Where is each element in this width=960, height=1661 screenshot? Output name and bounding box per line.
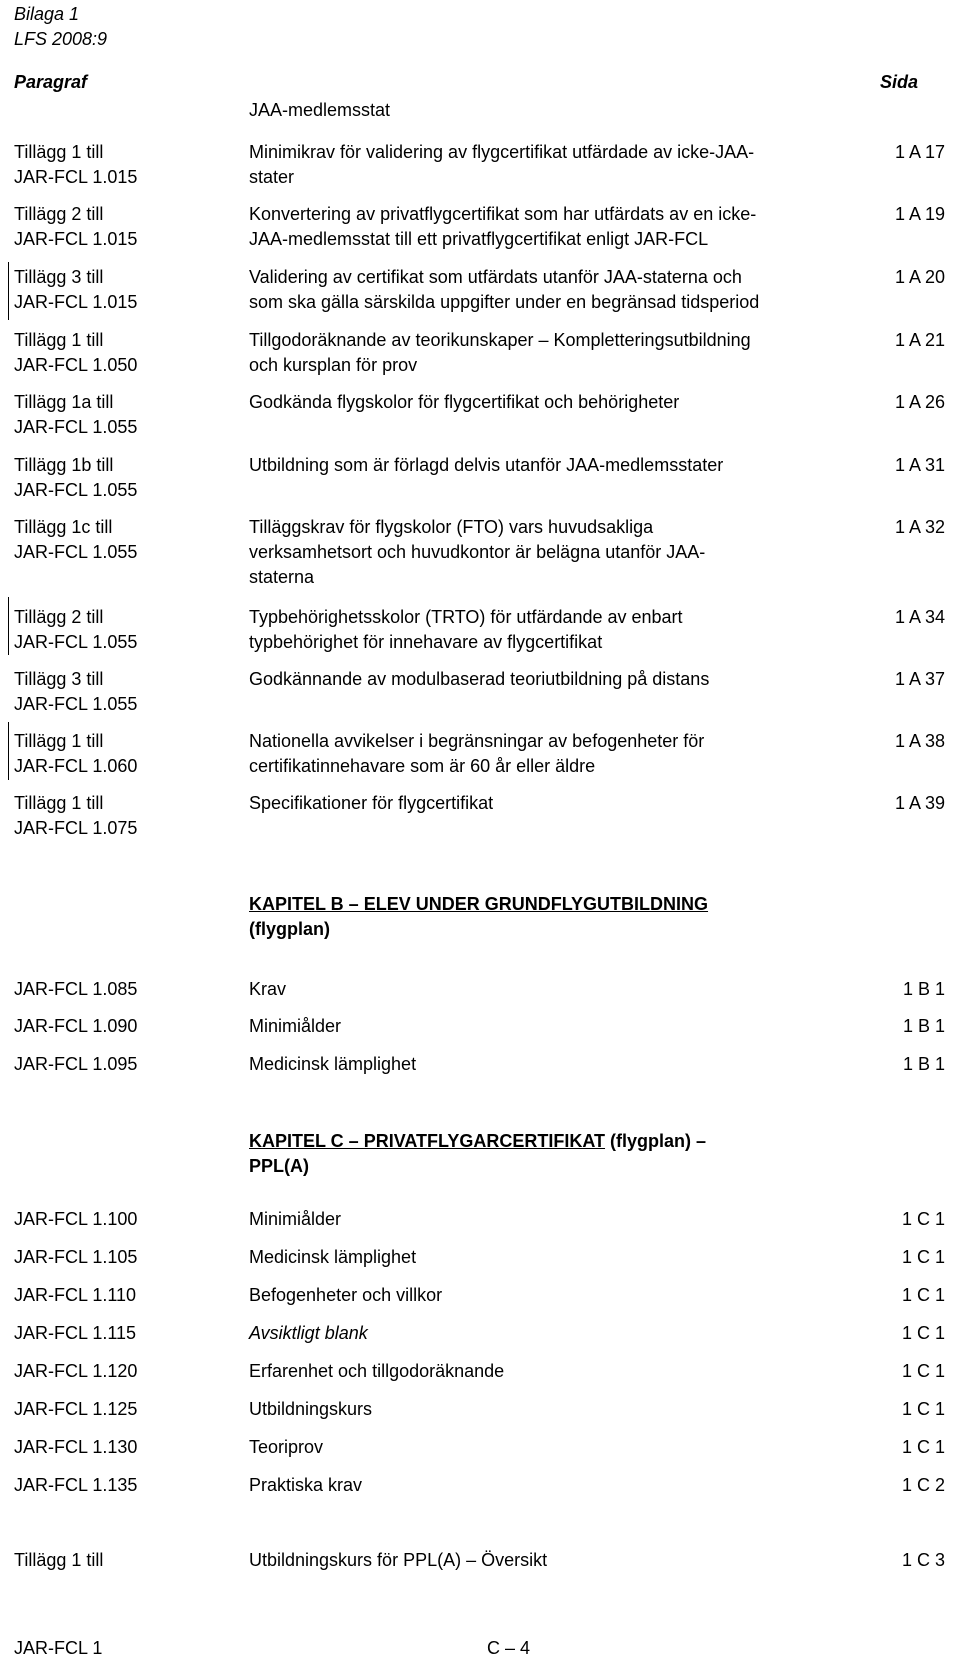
appendix-paragraph-line: Tillägg 1c till <box>14 517 113 537</box>
chapter-b-title-main: KAPITEL B – ELEV UNDER GRUNDFLYGUTBILDNING <box>249 894 709 914</box>
chapter-b-title <box>249 892 889 942</box>
appendix-description-line: Validering av certifikat som utfärdats utanför JAA-staterna och <box>249 267 742 287</box>
chapter-b-title-sub: (flygplan) <box>249 919 330 939</box>
appendix-paragraph-line: JAR-FCL 1.060 <box>14 756 138 776</box>
appendix-description <box>249 667 809 692</box>
appendix-paragraph-line: Tillägg 3 till <box>14 267 104 287</box>
document-header <box>14 2 107 52</box>
appendix-description-line: verksamhetsort och huvudkontor är belägna utanför JAA- <box>249 542 706 562</box>
appendix-paragraph <box>14 328 234 378</box>
appendix-page: 1 A 32 <box>894 517 945 537</box>
chapter-b-row-description: Medicinsk lämplighet <box>249 1054 417 1074</box>
chapter-c-row-description: Utbildningskurs <box>249 1399 373 1419</box>
appendix-description-line: Minimikrav för validering av flygcertifikat utfärdade av icke-JAA- <box>249 142 755 162</box>
chapter-c-appendix-paragraph: Tillägg 1 till <box>14 1550 104 1570</box>
chapter-c-title <box>249 1129 889 1179</box>
appendix-paragraph <box>14 515 234 565</box>
appendix-description-line: Nationella avvikelser i begränsningar av befogenheter för <box>249 731 705 751</box>
appendix-description <box>249 265 809 315</box>
appendix-page: 1 A 34 <box>894 607 945 627</box>
appendix-description-line: Konvertering av privatflygcertifikat som har utfärdats av en icke- <box>249 204 757 224</box>
appendix-description-line: som ska gälla särskilda uppgifter under en begränsad tidsperiod <box>249 292 760 312</box>
header-annex: Bilaga 1 <box>14 4 80 24</box>
appendix-paragraph <box>14 265 234 315</box>
chapter-b-row-page: 1 B 1 <box>902 1054 945 1074</box>
appendix-paragraph-line: Tillägg 1 till <box>14 142 104 162</box>
appendix-paragraph <box>14 140 234 190</box>
appendix-description-line: Tilläggskrav för flygskolor (FTO) vars huvudsakliga <box>249 517 654 537</box>
appendix-paragraph <box>14 453 234 503</box>
header-regulation: LFS 2008:9 <box>14 29 108 49</box>
chapter-c-row-paragraph: JAR-FCL 1.120 <box>14 1361 138 1381</box>
chapter-c-row-page: 1 C 2 <box>901 1475 945 1495</box>
appendix-paragraph <box>14 605 234 655</box>
appendix-description <box>249 729 809 779</box>
revision-bar <box>8 597 9 655</box>
appendix-paragraph <box>14 390 234 440</box>
appendix-paragraph-line: JAR-FCL 1.050 <box>14 355 138 375</box>
appendix-paragraph-line: Tillägg 2 till <box>14 204 104 224</box>
appendix-description-line: JAA-medlemsstat till ett privatflygcertifikat enligt JAR-FCL <box>249 229 709 249</box>
appendix-description <box>249 328 809 378</box>
appendix-description <box>249 791 809 816</box>
appendix-description <box>249 515 809 590</box>
chapter-b-row-page: 1 B 1 <box>902 979 945 999</box>
footer-code: JAR-FCL 1 <box>14 1638 103 1658</box>
chapter-b-row-description: Minimiålder <box>249 1016 342 1036</box>
chapter-c-row-paragraph: JAR-FCL 1.105 <box>14 1247 138 1267</box>
appendix-description-line: staterna <box>249 567 315 587</box>
appendix-paragraph <box>14 791 234 841</box>
appendix-paragraph-line: Tillägg 3 till <box>14 669 104 689</box>
chapter-c-row-paragraph: JAR-FCL 1.110 <box>14 1285 137 1305</box>
chapter-c-row-page: 1 C 1 <box>901 1361 945 1381</box>
appendix-page: 1 A 17 <box>894 142 945 162</box>
chapter-c-row-page: 1 C 1 <box>901 1209 945 1229</box>
appendix-paragraph <box>14 729 234 779</box>
appendix-description-line: typbehörighet för innehavare av flygcertifikat <box>249 632 603 652</box>
chapter-c-row-paragraph: JAR-FCL 1.100 <box>14 1209 138 1229</box>
appendix-description-line: Typbehörighetsskolor (TRTO) för utfärdande av enbart <box>249 607 683 627</box>
chapter-c-row-description: Avsiktligt blank <box>249 1323 368 1343</box>
appendix-description-line: Godkännande av modulbaserad teoriutbildning på distans <box>249 669 710 689</box>
chapter-c-appendix-page: 1 C 3 <box>901 1550 945 1570</box>
chapter-c-row-description: Befogenheter och villkor <box>249 1285 443 1305</box>
appendix-page: 1 A 21 <box>894 330 945 350</box>
appendix-paragraph-line: JAR-FCL 1.075 <box>14 818 138 838</box>
appendix-description-line: Utbildning som är förlagd delvis utanför JAA-medlemsstater <box>249 455 724 475</box>
intro-line: JAA-medlemsstat <box>249 100 391 120</box>
appendix-description-line: certifikatinnehavare som är 60 år eller äldre <box>249 756 596 776</box>
chapter-c-row-description: Erfarenhet och tillgodoräknande <box>249 1361 505 1381</box>
appendix-description <box>249 605 809 655</box>
appendix-description <box>249 453 809 478</box>
appendix-page: 1 A 26 <box>894 392 945 412</box>
appendix-paragraph-line: Tillägg 2 till <box>14 607 104 627</box>
chapter-c-row-paragraph: JAR-FCL 1.125 <box>14 1399 138 1419</box>
appendix-description-line: Specifikationer för flygcertifikat <box>249 793 494 813</box>
appendix-description <box>249 140 809 190</box>
appendix-description-line: stater <box>249 167 295 187</box>
appendix-description <box>249 202 809 252</box>
appendix-page: 1 A 38 <box>894 731 945 751</box>
appendix-page: 1 A 19 <box>894 204 945 224</box>
chapter-b-row-paragraph: JAR-FCL 1.090 <box>14 1016 138 1036</box>
chapter-c-row-description: Medicinsk lämplighet <box>249 1247 417 1267</box>
appendix-page: 1 A 31 <box>894 455 945 475</box>
appendix-paragraph-line: JAR-FCL 1.015 <box>14 167 138 187</box>
appendix-paragraph-line: Tillägg 1 till <box>14 793 104 813</box>
chapter-c-row-paragraph: JAR-FCL 1.130 <box>14 1437 138 1457</box>
revision-bar <box>8 722 9 780</box>
appendix-paragraph-line: JAR-FCL 1.055 <box>14 542 138 562</box>
chapter-c-appendix-description: Utbildningskurs för PPL(A) – Översikt <box>249 1550 548 1570</box>
chapter-c-title-sub: PPL(A) <box>249 1156 309 1176</box>
appendix-description-line: Godkända flygskolor för flygcertifikat och behörigheter <box>249 392 680 412</box>
chapter-c-row-paragraph: JAR-FCL 1.135 <box>14 1475 138 1495</box>
appendix-paragraph <box>14 667 234 717</box>
appendix-paragraph-line: Tillägg 1 till <box>14 731 104 751</box>
chapter-b-row-description: Krav <box>249 979 287 999</box>
appendix-page: 1 A 20 <box>894 267 945 287</box>
appendix-page: 1 A 39 <box>894 793 945 813</box>
appendix-paragraph-line: Tillägg 1b till <box>14 455 114 475</box>
appendix-description-line: och kursplan för prov <box>249 355 418 375</box>
appendix-page: 1 A 37 <box>894 669 945 689</box>
appendix-paragraph-line: JAR-FCL 1.055 <box>14 417 138 437</box>
revision-bar <box>8 262 9 320</box>
footer-page-number: C – 4 <box>487 1638 531 1658</box>
chapter-c-row-description: Praktiska krav <box>249 1475 363 1495</box>
appendix-paragraph-line: JAR-FCL 1.015 <box>14 292 138 312</box>
column-heading-page: Sida <box>880 72 919 92</box>
column-heading-paragraph: Paragraf <box>14 72 88 92</box>
appendix-paragraph <box>14 202 234 252</box>
chapter-c-row-page: 1 C 1 <box>901 1399 945 1419</box>
chapter-c-row-page: 1 C 1 <box>901 1323 945 1343</box>
appendix-paragraph-line: Tillägg 1a till <box>14 392 114 412</box>
chapter-c-row-page: 1 C 1 <box>901 1247 945 1267</box>
chapter-b-row-paragraph: JAR-FCL 1.085 <box>14 979 138 999</box>
chapter-c-title-rest: (flygplan) – <box>605 1131 707 1151</box>
chapter-c-title-main: KAPITEL C – PRIVATFLYGARCERTIFIKAT <box>249 1131 606 1151</box>
chapter-c-row-page: 1 C 1 <box>901 1437 945 1457</box>
appendix-paragraph-line: JAR-FCL 1.055 <box>14 480 138 500</box>
chapter-c-row-paragraph: JAR-FCL 1.115 <box>14 1323 137 1343</box>
appendix-paragraph-line: JAR-FCL 1.055 <box>14 632 138 652</box>
appendix-paragraph-line: JAR-FCL 1.015 <box>14 229 138 249</box>
chapter-c-row-description: Teoriprov <box>249 1437 324 1457</box>
chapter-b-row-paragraph: JAR-FCL 1.095 <box>14 1054 138 1074</box>
chapter-c-row-description: Minimiålder <box>249 1209 342 1229</box>
chapter-c-row-page: 1 C 1 <box>901 1285 945 1305</box>
appendix-description <box>249 390 809 415</box>
appendix-paragraph-line: JAR-FCL 1.055 <box>14 694 138 714</box>
chapter-b-row-page: 1 B 1 <box>902 1016 945 1036</box>
appendix-description-line: Tillgodoräknande av teorikunskaper – Kompletteringsutbildning <box>249 330 751 350</box>
appendix-paragraph-line: Tillägg 1 till <box>14 330 104 350</box>
